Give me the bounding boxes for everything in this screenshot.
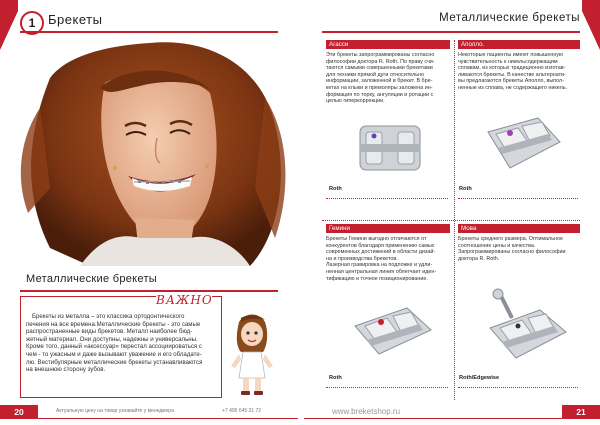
important-label: ВАЖНО	[156, 293, 213, 307]
corner-accent-right	[582, 0, 600, 50]
caption-underline	[458, 387, 578, 388]
chapter-number: 1	[20, 11, 44, 35]
product-text-line: Лазерная гравировка на подложке и удли-	[326, 262, 433, 269]
intro-line: чем - то ужасным и даже вызывают уважение и его обладате-	[26, 350, 202, 358]
page-title-left: Брекеты	[48, 12, 103, 27]
product-text-line: ненная центральная линия облегчает иден-	[326, 268, 437, 275]
product-text-line: тификацию и точное позиционирование.	[326, 275, 428, 282]
page-title-right: Металлические брекеты	[439, 12, 580, 24]
intro-line: распространенные виды брекетов. Металл наиболее бюд-	[26, 328, 193, 336]
bracket-image-apollo	[478, 112, 568, 178]
product-text-line: Запрограммированы согласно философии	[458, 249, 566, 256]
product-text-line: для техники прямой дуги относительно	[326, 71, 425, 78]
product-text-line: вы предлагаются брекеты Аполло, выпол-	[458, 78, 564, 85]
product-caption: Roth/Edgewise	[459, 375, 500, 381]
product-text-line: на и производства брекетов.	[326, 255, 398, 262]
page-number-left: 20	[0, 405, 38, 419]
product-caption: Roth	[329, 186, 342, 192]
product-label-mova: Мова	[458, 224, 580, 233]
intro-line: на внешнюю сторону зубов.	[26, 366, 106, 374]
footer-divider-left	[38, 418, 298, 419]
product-text-line: Некоторые пациенты имеют повышенную	[458, 52, 564, 58]
product-text-line: кетах на клыки и премоляры заложена ин-	[326, 84, 433, 91]
caption-underline	[326, 387, 448, 388]
page-number-right: 21	[562, 405, 600, 419]
bracket-image-agassi	[350, 118, 430, 178]
product-text-line: таются самыми совершенными брекетами	[326, 65, 433, 72]
product-text-line: доктора R. Roth.	[458, 255, 500, 262]
product-text-line: Эти брекеты запрограммированы согласно	[326, 52, 435, 58]
product-text-line: конкурентов благодаря применению самых	[326, 242, 435, 249]
product-text-line: соотношение цены и качества.	[458, 242, 536, 249]
product-text-line: чувствительность к никельсодержащим	[458, 58, 558, 65]
smiling-girl-photo	[20, 38, 290, 266]
intro-line: жетный материал. Они доступны, надежны и универсальны.	[26, 335, 198, 343]
product-text-line: современных достижений в области дизай-	[326, 249, 436, 256]
bracket-image-gemini	[345, 300, 440, 364]
product-text-line: философии доктора R. Roth. По праву счи-	[326, 58, 435, 65]
product-text-line: целью гиперкоррекции.	[326, 98, 385, 105]
product-text-line: Брекеты Гемини выгодно отличаются от	[326, 236, 427, 242]
intro-line: Кроме того, данный «аксессуар» перестал ассоциироваться с	[26, 343, 202, 351]
header-divider-left	[20, 31, 278, 33]
product-label-agassi: Агасси	[326, 40, 450, 49]
product-text-line: информации, заложенной в брекет. В бре-	[326, 78, 433, 85]
section-title: Металлические брекеты	[26, 273, 158, 285]
website-url[interactable]: www.breketshop.ru	[332, 407, 401, 416]
cartoon-girl-illustration	[227, 308, 277, 398]
product-caption: Roth	[459, 186, 472, 192]
header-divider-right	[322, 31, 580, 33]
product-text-line: Брекеты среднего размера. Оптимальное	[458, 236, 563, 242]
product-label-gemini: Гемини	[326, 224, 450, 233]
footer-divider-right	[304, 418, 562, 419]
corner-accent-left	[0, 0, 18, 50]
caption-underline	[458, 198, 578, 199]
intro-text	[26, 313, 226, 374]
product-text-line: ливаются брекеты. В качестве альтернати-	[458, 71, 566, 78]
product-description	[326, 52, 450, 105]
product-description	[458, 236, 580, 262]
intro-line: печения на все времена.Металлические брекеты - это самые	[26, 320, 201, 328]
intro-line: лю. Вестибулярные металлические брекеты устанавливаются	[26, 358, 203, 366]
price-note: Актуальную цену на товар узнавайте у менеджера	[56, 408, 174, 414]
product-description	[458, 52, 580, 92]
product-description	[326, 236, 450, 282]
grid-divider-horizontal	[322, 220, 580, 221]
caption-underline	[326, 198, 448, 199]
bracket-image-mova	[478, 288, 573, 366]
phone-number: +7 495 645 31 72	[222, 408, 262, 414]
product-label-apollo: Аполло.	[458, 40, 580, 49]
product-text-line: ненные из сплава, не содержащего никель.	[458, 84, 568, 91]
product-text-line: формация по торку, ангуляции и ротации с	[326, 91, 434, 98]
product-caption: Roth	[329, 375, 342, 381]
section-divider	[20, 290, 278, 292]
intro-line: Брекеты из металла – это классика ортодонтического	[32, 313, 185, 320]
product-text-line: сплавам, из которых традиционно изготав-	[458, 65, 566, 72]
